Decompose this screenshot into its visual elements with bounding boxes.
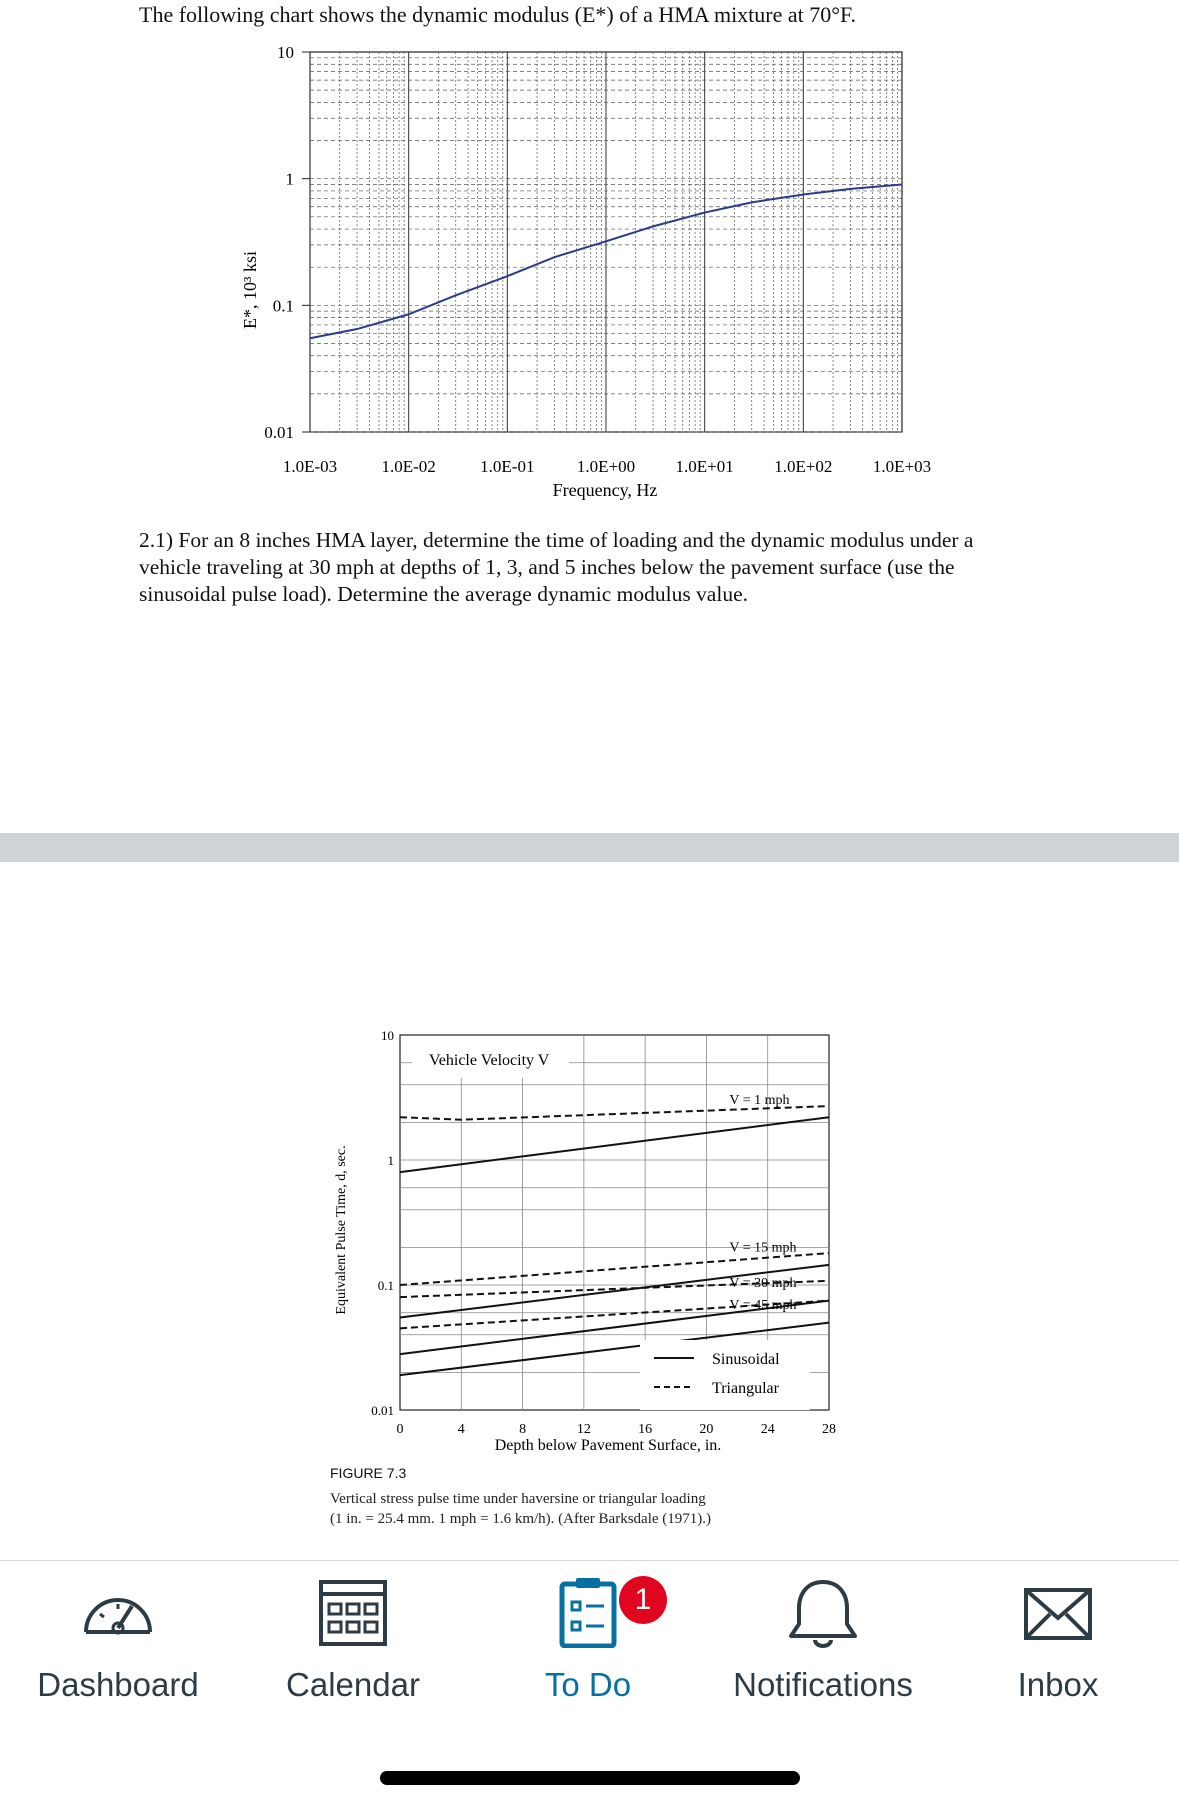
dashboard-icon xyxy=(78,1578,158,1648)
todo-badge: 1 xyxy=(619,1576,667,1624)
y-tick-label: 10 xyxy=(381,1028,394,1043)
y-tick-label: 0.1 xyxy=(377,1278,394,1293)
x-tick-label: 1.0E+02 xyxy=(774,457,833,476)
tab-dashboard[interactable] xyxy=(0,1578,236,1704)
tab-label: Calendar xyxy=(286,1666,420,1703)
legend-sinusoidal-label: Sinusoidal xyxy=(712,1351,780,1368)
y-axis-label: Equivalent Pulse Time, d, sec. xyxy=(334,1145,349,1315)
tab-inbox[interactable] xyxy=(940,1578,1176,1704)
tabbar-divider xyxy=(0,1560,1179,1561)
inbox-icon xyxy=(1018,1578,1098,1648)
x-tick-label: 16 xyxy=(638,1422,653,1437)
x-tick-label: 1.0E-01 xyxy=(480,457,535,476)
y-tick-label: 1 xyxy=(387,1153,394,1168)
x-tick-label: 1.0E-03 xyxy=(282,457,338,476)
bell-icon xyxy=(783,1578,863,1648)
x-axis-label: Depth below Pavement Surface, in. xyxy=(494,1437,722,1454)
figure-number: FIGURE 7.3 xyxy=(330,1465,407,1481)
velocity-line-label: V = 1 mph xyxy=(729,1092,790,1108)
x-axis-label: Frequency, Hz xyxy=(552,480,658,500)
x-tick-label: 1.0E+03 xyxy=(872,457,932,476)
x-tick-label: 12 xyxy=(576,1422,591,1437)
document-title: The following chart shows the dynamic modulus (E*) of a HMA mixture at 70°F. xyxy=(139,2,857,27)
x-tick-label: 1.0E+00 xyxy=(576,457,636,476)
x-tick-label: 1.0E+01 xyxy=(675,457,734,476)
tab-label: Dashboard xyxy=(37,1666,199,1703)
tab-todo[interactable] xyxy=(470,1578,706,1704)
section-divider xyxy=(0,833,1179,862)
y-tick-label: 0.01 xyxy=(371,1403,394,1418)
todo-icon xyxy=(548,1578,628,1648)
figure-caption-line: (1 in. = 25.4 mm. 1 mph = 1.6 km/h). (After Barksdale (1971).) xyxy=(330,1511,712,1527)
question-text: 2.1) For an 8 inches HMA layer, determine the time of loading and the dynamic modulus under a vehicle traveling at 30 mph at depths of 1, 3, and 5 inches below the pavement surface (use the sinusoidal pulse load). Determine the average dynamic modulus value. xyxy=(139,528,974,606)
y-tick-label: 1 xyxy=(285,169,294,189)
pulse-time-chart xyxy=(0,1005,1179,1465)
y-axis-label: E*, 10³ ksi xyxy=(240,251,260,329)
velocity-line-label: V = 45 mph xyxy=(729,1298,797,1314)
x-tick-label: 1.0E-02 xyxy=(381,457,436,476)
box-label: Vehicle Velocity V xyxy=(429,1052,550,1069)
tab-label: To Do xyxy=(544,1666,632,1703)
tab-label: Inbox xyxy=(1017,1666,1099,1703)
y-tick-label: 10 xyxy=(277,43,294,62)
x-tick-label: 24 xyxy=(760,1422,775,1437)
figure-caption xyxy=(330,1489,850,1529)
tab-label: Notifications xyxy=(733,1666,913,1703)
calendar-icon xyxy=(313,1578,393,1648)
tab-calendar[interactable] xyxy=(235,1578,471,1704)
home-indicator[interactable] xyxy=(380,1771,800,1785)
velocity-line-label: V = 15 mph xyxy=(729,1240,797,1256)
x-tick-label: 28 xyxy=(822,1422,836,1437)
x-tick-label: 4 xyxy=(457,1422,465,1437)
y-tick-label: 0.1 xyxy=(272,296,294,316)
velocity-line-label: V = 30 mph xyxy=(729,1276,797,1292)
x-tick-label: 0 xyxy=(396,1422,404,1437)
sinusoidal-line xyxy=(400,1117,829,1172)
dynamic-modulus-chart xyxy=(0,30,1179,510)
x-tick-label: 8 xyxy=(519,1422,527,1437)
y-tick-label: 0.01 xyxy=(264,423,294,442)
legend-triangular-label: Triangular xyxy=(712,1380,779,1397)
figure-caption-line: Vertical stress pulse time under haversine or triangular loading xyxy=(330,1491,706,1507)
triangular-line xyxy=(400,1106,829,1120)
tab-notifications[interactable] xyxy=(705,1578,941,1704)
x-tick-label: 20 xyxy=(699,1422,714,1437)
